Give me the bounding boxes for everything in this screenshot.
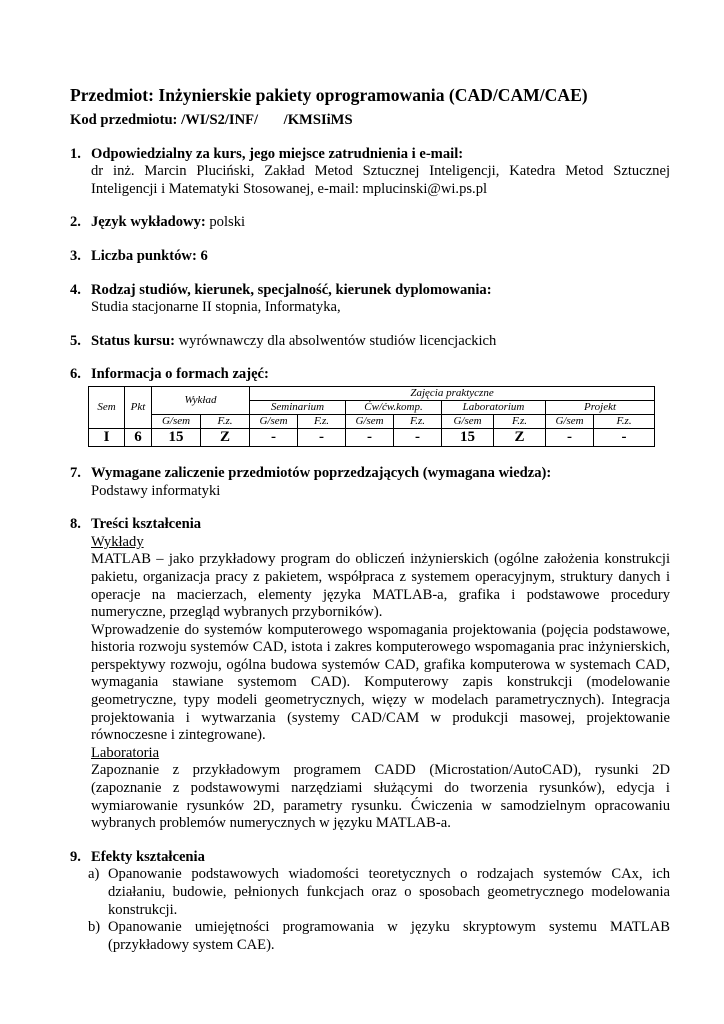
col-fz: F.z. <box>394 414 442 428</box>
col-fz: F.z. <box>298 414 346 428</box>
course-code: Kod przedmiotu: /WI/S2/INF/ /KMSIiMS <box>70 112 353 128</box>
section-heading: Odpowiedzialny za kurs, jego miejsce zatrudnienia i e-mail: <box>91 145 464 162</box>
table-row <box>89 428 655 446</box>
lab-label: Laboratoria <box>91 744 160 761</box>
col-gsem: G/sem <box>346 414 394 428</box>
section-heading: Treści kształcenia <box>91 516 202 533</box>
col-pkt: Pkt <box>125 386 152 428</box>
table-cell: - <box>250 428 298 446</box>
section-text: Podstawy informatyki <box>91 482 221 499</box>
section-9 <box>70 849 670 867</box>
col-projekt: Projekt <box>546 400 655 414</box>
list-text: Opanowanie umiejętności programowania w języku skryptowym systemu MATLAB (przykładowy system CAE). <box>108 919 670 953</box>
section-number: 4. <box>70 281 81 298</box>
course-title: Przedmiot: Inżynierskie pakiety oprogramowania (CAD/CAM/CAE) <box>70 85 588 105</box>
section-number: 8. <box>70 516 81 533</box>
section-6 <box>70 366 670 384</box>
col-laboratorium: Laboratorium <box>442 400 546 414</box>
table-cell: - <box>394 428 442 446</box>
table-cell: Z <box>494 428 546 446</box>
col-fz: F.z. <box>594 414 655 428</box>
section-heading: Wymagane zaliczenie przedmiotów poprzedzających (wymagana wiedza): <box>91 464 552 481</box>
table-cell: 15 <box>442 428 494 446</box>
section-number: 9. <box>70 848 81 865</box>
section-heading: Liczba punktów: 6 <box>91 247 208 264</box>
list-item <box>70 919 670 954</box>
section-text: Studia stacjonarne II stopnia, Informatyka, <box>91 299 341 316</box>
section-number: 1. <box>70 145 81 162</box>
col-zajecia: Zajęcia praktyczne <box>250 386 655 400</box>
section-2 <box>70 214 670 232</box>
table-cell: - <box>594 428 655 446</box>
section-8 <box>70 516 670 833</box>
section-1 <box>70 146 670 199</box>
table-cell: Z <box>201 428 250 446</box>
section-number: 7. <box>70 464 81 481</box>
section-3 <box>70 248 670 266</box>
table-cell: 15 <box>152 428 201 446</box>
section-text: dr inż. Marcin Pluciński, Zakład Metod Sztucznej Inteligencji, Katedra Metod Sztucznej Inteligencji i Matematyki Stosowanej, e-mail: mplucinski@wi.ps.pl <box>91 163 670 197</box>
section-4 <box>70 282 670 317</box>
col-gsem: G/sem <box>442 414 494 428</box>
col-cwiczenia: Ćw/ćw.komp. <box>346 400 442 414</box>
lectures-paragraph: MATLAB – jako przykładowy program do obliczeń inżynierskich (ogólne założenia konstrukcji pakietu, organizacja pracy z pakietem, współpraca z systemem operacyjnym, struktury danych i operacje na macierzach, elementy języka MATLAB-a, grafika i podstawowe procedury numeryczne, przegląd wybranych przyborników). <box>91 551 670 621</box>
col-seminarium: Seminarium <box>250 400 346 414</box>
col-fz: F.z. <box>201 414 250 428</box>
section-heading: Efekty kształcenia <box>91 848 205 865</box>
section-number: 5. <box>70 332 81 349</box>
section-7 <box>70 465 670 500</box>
section-heading: Status kursu: <box>91 332 175 349</box>
section-number: 3. <box>70 247 81 264</box>
section-heading: Język wykładowy: <box>91 214 206 231</box>
col-gsem: G/sem <box>152 414 201 428</box>
document-page <box>70 84 670 954</box>
section-heading: Informacja o formach zajęć: <box>91 366 269 383</box>
col-sem: Sem <box>89 386 125 428</box>
lectures-paragraph: Wprowadzenie do systemów komputerowego wspomagania projektowania (pojęcia podstawowe, historia rozwoju systemów CAD, istota i zakres komputerowego wspomagania prac inżynierskich, perspektywy rozwoju, ogólna budowa systemów CAD, grafika komputerowa w systemach CAD, wymagania stawiane systemom CAD). Komputerowy zapis konstrukcji (modelowanie geometryczne, typy modeli geometrycznych, więzy w modelach parametrycznych). Integracja projektowania i wytwarzania (systemy CAD/CAM w produkcji masowej, projektowanie równoczesne i zintegrowane). <box>91 621 670 744</box>
table-cell: - <box>298 428 346 446</box>
table-cell: I <box>89 428 125 446</box>
table-cell: 6 <box>125 428 152 446</box>
list-item <box>70 866 670 919</box>
section-value: wyrównawczy dla absolwentów studiów licencjackich <box>174 332 497 349</box>
section-number: 2. <box>70 214 81 231</box>
section-heading: Rodzaj studiów, kierunek, specjalność, kierunek dyplomowania: <box>91 281 492 298</box>
lectures-label: Wykłady <box>91 533 144 550</box>
section-value: polski <box>205 214 246 231</box>
table-cell: - <box>546 428 594 446</box>
col-fz: F.z. <box>494 414 546 428</box>
section-number: 6. <box>70 366 81 383</box>
list-marker: a) <box>88 866 100 883</box>
section-5 <box>70 333 670 351</box>
lab-paragraph: Zapoznanie z przykładowym programem CADD (Microstation/AutoCAD), rysunki 2D (zapoznanie z podstawowymi narzędziami służącymi do tworzenia rysunków), edycja i wymiarowanie rysunków 2D, parametry rysunku. Ćwiczenia w samodzielnym opracowaniu wybranych problemów numerycznych w języku MATLAB-a. <box>91 762 670 832</box>
list-marker: b) <box>88 919 101 936</box>
col-wyklad: Wykład <box>152 386 250 414</box>
col-gsem: G/sem <box>250 414 298 428</box>
list-text: Opanowanie podstawowych wiadomości teoretycznych o rodzajach systemów CAx, ich działaniu, budowie, pełnionych funkcjach oraz o sposobach geometrycznego modelowania konstrukcji. <box>108 866 670 918</box>
table-cell: - <box>346 428 394 446</box>
forms-table <box>88 386 655 447</box>
col-gsem: G/sem <box>546 414 594 428</box>
